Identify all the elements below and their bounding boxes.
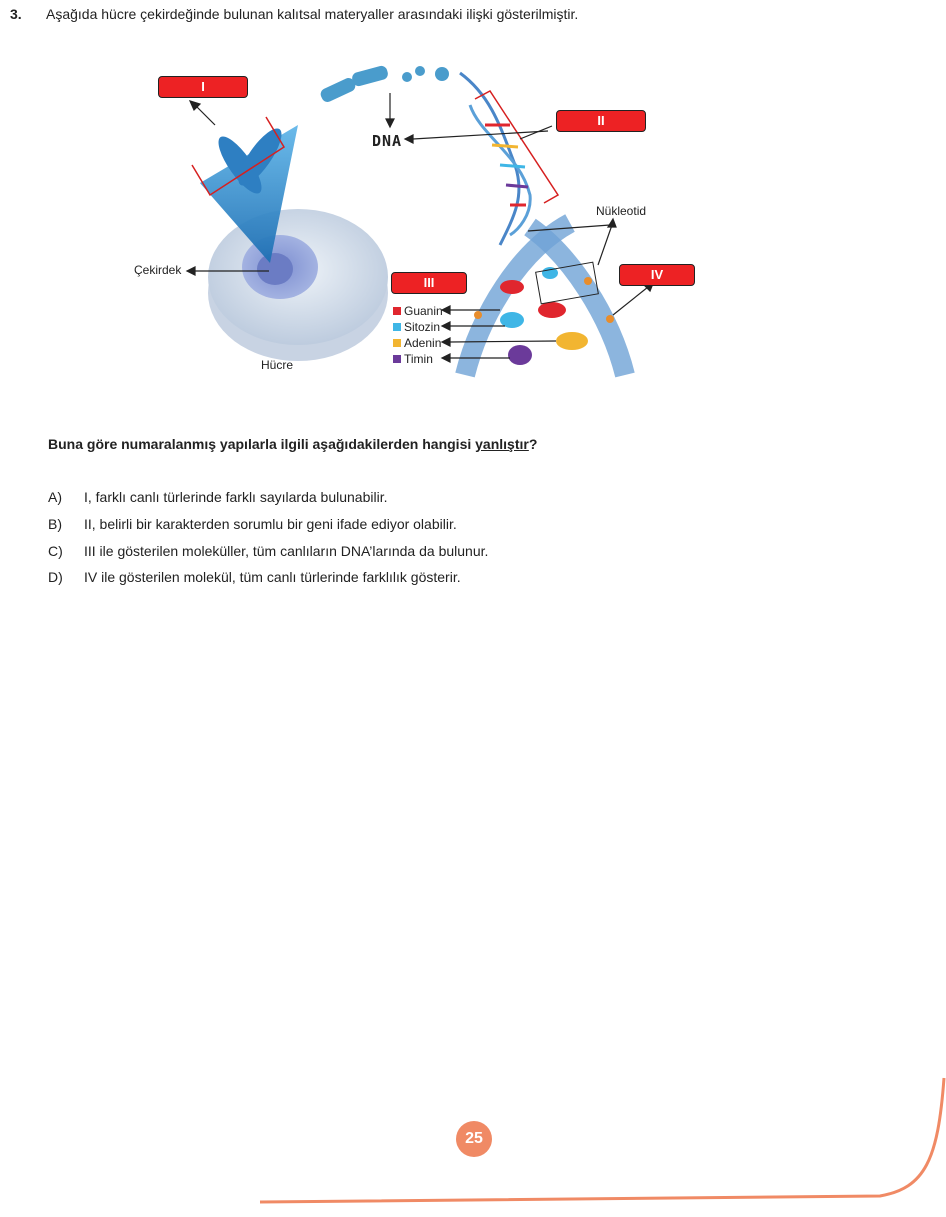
legend-label: Guanin [404, 304, 443, 318]
tag-iii: III [391, 272, 467, 294]
option-letter: B) [48, 516, 62, 532]
option-text: II, belirli bir karakterden sorumlu bir geni ifade ediyor olabilir. [84, 516, 457, 532]
dna-label: DNA [372, 132, 403, 150]
prompt-end: ? [528, 436, 538, 452]
legend-label: Sitozin [404, 320, 441, 334]
nucleus-label: Çekirdek [134, 263, 182, 277]
option-letter: C) [48, 543, 63, 559]
tag-ii: II [556, 110, 646, 132]
legend-label: Adenin [404, 336, 442, 350]
option-text: III ile gösterilen moleküller, tüm canlıların DNA’larında da bulunur. [84, 543, 489, 559]
option-letter: A) [48, 489, 62, 505]
page-number: 25 [456, 1121, 492, 1157]
question-number: 3. [10, 6, 22, 22]
prompt-underlined: yanlıştır [475, 436, 529, 452]
tag-i: I [158, 76, 248, 98]
question-stem: Aşağıda hücre çekirdeğinde bulunan kalıtsal materyaller arasındaki ilişki gösterilmiştir. [46, 6, 579, 22]
cell-label: Hücre [261, 358, 294, 372]
option-letter: D) [48, 569, 63, 585]
tag-iv: IV [619, 264, 695, 286]
prompt-main: Buna göre numaralanmış yapılarla ilgili aşağıdakilerden hangisi [48, 436, 476, 452]
legend-label: Timin [404, 352, 433, 366]
nucleotide-label: Nükleotid [596, 204, 647, 218]
option-text: IV ile gösterilen molekül, tüm canlı türlerinde farklılık gösterir. [84, 569, 461, 585]
option-text: I, farklı canlı türlerinde farklı sayılarda bulunabilir. [84, 489, 388, 505]
